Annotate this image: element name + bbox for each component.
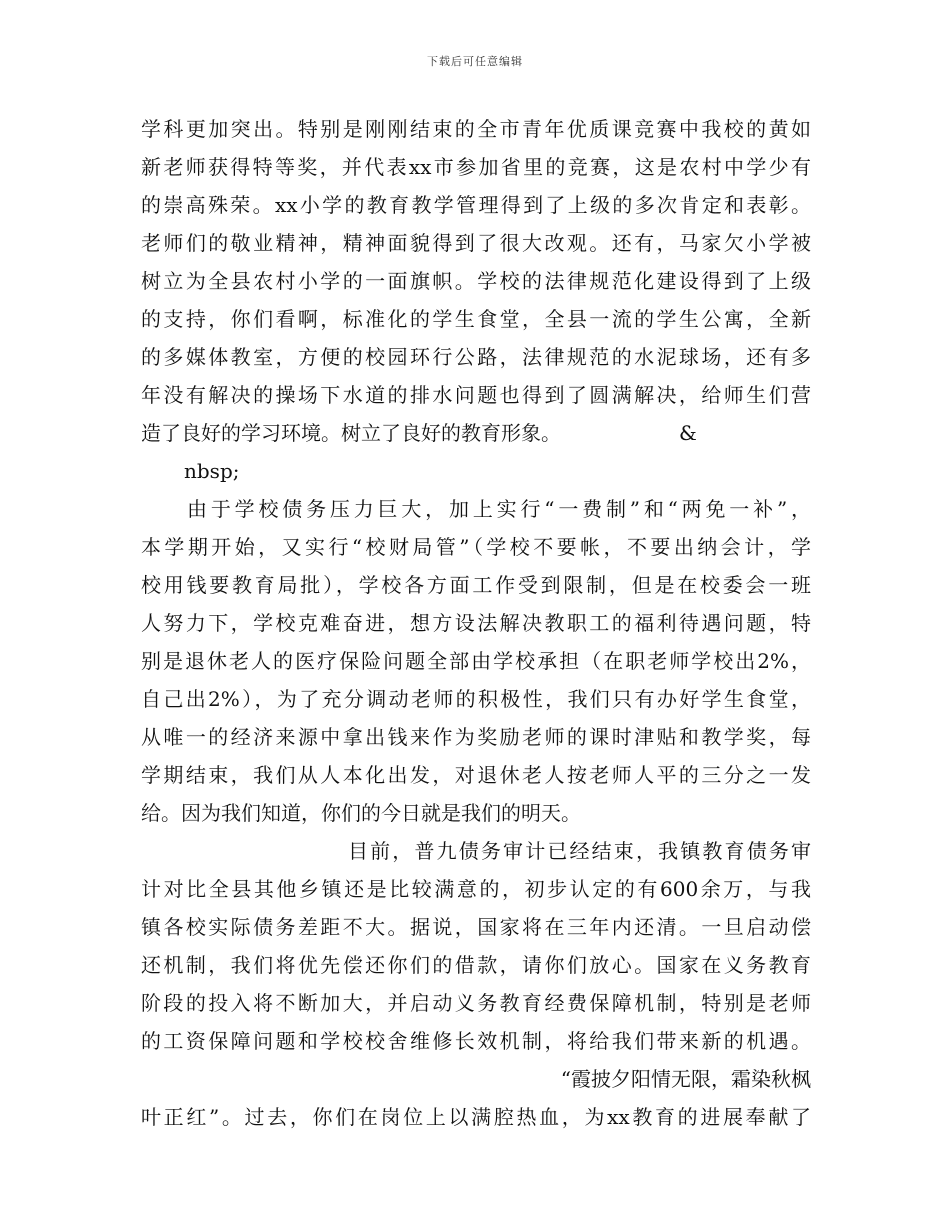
ampersand-fragment: & [679, 421, 697, 445]
paragraph-first-line: “霞披夕阳情无限，霜染秋枫 [560, 1067, 811, 1091]
text-line: 的多媒体教室，方便的校园环行公路，法律规范的水泥球场，还有多 [141, 345, 811, 369]
text-line: 自己出2%），为了充分调动老师的积极性，我们只有办好学生食堂， [141, 687, 811, 711]
text-segment: 造了良好的学习环境。树立了良好的教育形象。 [141, 421, 561, 445]
text-line: 学期结束，我们从人本化出发，对退休老人按老师人平的三分之一发 [141, 763, 811, 787]
text-line-with-ampersand [141, 414, 811, 452]
text-line: 的崇高殊荣。xx小学的教育教学管理得到了上级的多次肯定和表彰。 [141, 193, 811, 217]
text-line: 计对比全县其他乡镇还是比较满意的，初步认定的有600余万，与我 [141, 877, 811, 901]
paragraph-first-line: 由于学校债务压力巨大，加上实行“一费制”和“两免一补”， [187, 497, 811, 521]
text-line: 树立为全县农村小学的一面旗帜。学校的法律规范化建设得到了上级 [141, 269, 811, 293]
page-header: 下载后可任意编辑 [427, 55, 523, 68]
text-line: 人努力下，学校克难奋进，想方设法解决教职工的福利待遇问题，特 [141, 611, 811, 635]
text-line: 给。因为我们知道，你们的今日就是我们的明天。 [141, 801, 581, 825]
text-line: 校用钱要教育局批），学校各方面工作受到限制，但是在校委会一班 [141, 573, 811, 597]
text-line: 学科更加突出。特别是刚刚结束的全市青年优质课竞赛中我校的黄如 [141, 117, 811, 141]
text-line: 别是退休老人的医疗保险问题全部由学校承担（在职老师学校出2%， [141, 649, 811, 673]
text-line: 老师们的敬业精神，精神面貌得到了很大改观。还有，马家欠小学被 [141, 231, 811, 255]
nbsp-fragment-line: nbsp; [184, 459, 240, 483]
text-line: 的支持，你们看啊，标准化的学生食堂，全县一流的学生公寓，全新 [141, 307, 811, 331]
text-line: 年没有解决的操场下水道的排水问题也得到了圆满解决，给师生们营 [141, 383, 811, 407]
text-line: 的工资保障问题和学校校舍维修长效机制，将给我们带来新的机遇。 [141, 1029, 811, 1053]
text-line: 镇各校实际债务差距不大。据说，国家将在三年内还清。一旦启动偿 [141, 915, 811, 939]
text-line: 阶段的投入将不断加大，并启动义务教育经费保障机制，特别是老师 [141, 991, 811, 1015]
text-line: 新老师获得特等奖，并代表xx市参加省里的竞赛，这是农村中学少有 [141, 155, 811, 179]
text-line: 叶正红”。过去，你们在岗位上以满腔热血，为xx教育的进展奉献了 [141, 1105, 811, 1129]
text-line: 本学期开始，又实行“校财局管”（学校不要帐，不要出纳会计，学 [141, 535, 811, 559]
paragraph-first-line: 目前，普九债务审计已经结束，我镇教育债务审 [348, 839, 811, 863]
document-body [141, 110, 811, 1136]
text-line: 还机制，我们将优先偿还你们的借款，请你们放心。国家在义务教育 [141, 953, 811, 977]
text-line: 从唯一的经济来源中拿出钱来作为奖励老师的课时津贴和教学奖，每 [141, 725, 811, 749]
